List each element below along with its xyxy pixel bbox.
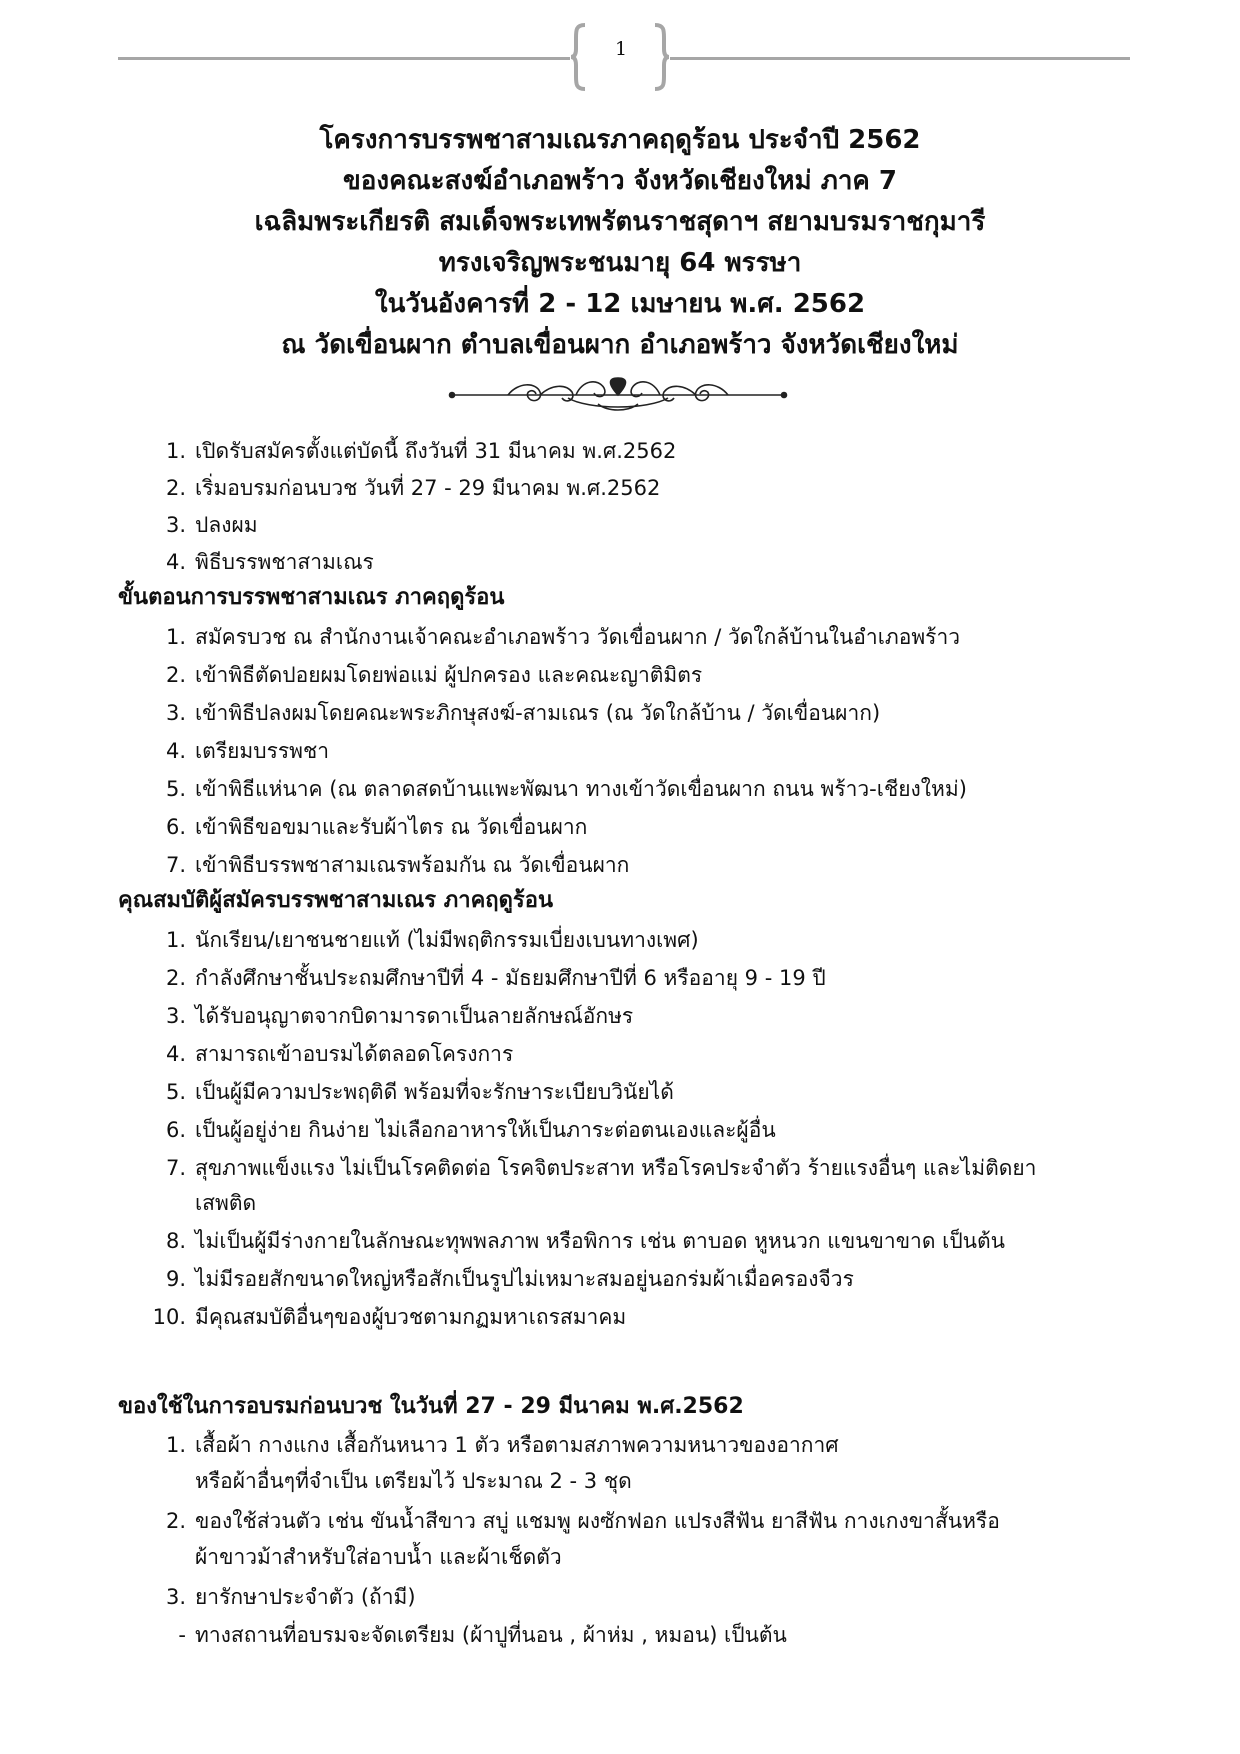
- item-text: พิธีบรรพชาสามเณร: [195, 550, 374, 574]
- item-text: เข้าพิธีปลงผมโดยคณะพระภิกษุสงฆ์-สามเณร (ณ วัดใกล้บ้าน / วัดเขื่อนผาก): [195, 701, 881, 725]
- item-text: ของใช้ส่วนตัว เช่น ขันน้ำสีขาว สบู่ แชมพู ผงซักฟอก แปรงสีฟัน ยาสีฟัน กางเกงขาสั้นหรือ: [195, 1509, 1000, 1533]
- page-number: 1: [614, 38, 628, 60]
- item-number: 9.: [165, 1267, 186, 1291]
- item-number: 3.: [165, 513, 186, 537]
- title-line: ทรงเจริญพระชนมายุ 64 พรรษา: [438, 248, 802, 278]
- item-text: เป็นผู้มีความประพฤติดี พร้อมที่จะรักษาระเบียบวินัยได้: [195, 1080, 674, 1104]
- item-text: ไม่มีรอยสักขนาดใหญ่หรือสักเป็นรูปไม่เหมาะสมอยู่นอกร่มผ้าเมื่อครองจีวร: [195, 1267, 854, 1291]
- item-text: เปิดรับสมัครตั้งแต่บัดนี้ ถึงวันที่ 31 มีนาคม พ.ศ.2562: [195, 439, 677, 463]
- item-text: ผ้าขาวม้าสำหรับใส่อาบน้ำ และผ้าเช็ดตัว: [195, 1545, 562, 1569]
- item-text: เข้าพิธีตัดปอยผมโดยพ่อแม่ ผู้ปกครอง และคณะญาติมิตร: [195, 663, 703, 687]
- header-rule-right: [670, 57, 1130, 60]
- item-text: เสพติด: [195, 1191, 257, 1215]
- item-text: เป็นผู้อยู่ง่าย กินง่าย ไม่เลือกอาหารให้เป็นภาระต่อตนเองและผู้อื่น: [195, 1118, 776, 1142]
- item-text: นักเรียน/เยาชนชายแท้ (ไม่มีพฤติกรรมเบี่ยงเบนทางเพศ): [195, 928, 699, 952]
- item-text: สามารถเข้าอบรมได้ตลอดโครงการ: [195, 1042, 514, 1066]
- item-number: 2.: [165, 1509, 186, 1533]
- item-text: เริ่มอบรมก่อนบวช วันที่ 27 - 29 มีนาคม พ.ศ.2562: [195, 476, 661, 500]
- title-line: เฉลิมพระเกียรติ สมเด็จพระเทพรัตนราชสุดาฯ สยามบรมราชกุมารี: [254, 207, 986, 237]
- ornament-divider-icon: [448, 374, 788, 416]
- item-number: 4.: [165, 550, 186, 574]
- item-number: 4.: [165, 739, 186, 763]
- item-text: มีคุณสมบัติอื่นๆของผู้บวชตามกฏมหาเถรสมาคม: [195, 1305, 627, 1329]
- title-line: ในวันอังคารที่ 2 - 12 เมษายน พ.ศ. 2562: [374, 289, 866, 319]
- item-number: 6.: [165, 815, 186, 839]
- item-number: 5.: [165, 777, 186, 801]
- item-text: หรือผ้าอื่นๆที่จำเป็น เตรียมไว้ ประมาณ 2 - 3 ชุด: [195, 1469, 632, 1493]
- header-rule-left: [118, 57, 570, 60]
- item-text: ยารักษาประจำตัว (ถ้ามี): [195, 1585, 416, 1609]
- item-text: เสื้อผ้า กางแกง เสื้อกันหนาว 1 ตัว หรือตามสภาพความหนาวของอากาศ: [195, 1433, 839, 1457]
- item-number: 2.: [165, 476, 186, 500]
- item-number: 6.: [165, 1118, 186, 1142]
- item-text: ทางสถานที่อบรมจะจัดเตรียม (ผ้าปูที่นอน , ผ้าห่ม , หมอน) เป็นต้น: [195, 1623, 787, 1647]
- item-text: สุขภาพแข็งแรง ไม่เป็นโรคติดต่อ โรคจิตประสาท หรือโรคประจำตัว ร้ายแรงอื่นๆ และไม่ติดยา: [195, 1156, 1037, 1180]
- right-brace-icon: [652, 22, 670, 92]
- item-text: กำลังศึกษาชั้นประถมศึกษาปีที่ 4 - มัธยมศึกษาปีที่ 6 หรืออายุ 9 - 19 ปี: [195, 966, 826, 990]
- section-heading-qualifications: คุณสมบัติผู้สมัครบรรพชาสามเณร ภาคฤดูร้อน: [118, 888, 553, 913]
- title-line: โครงการบรรพชาสามเณรภาคฤดูร้อน ประจำปี 2562: [319, 125, 921, 155]
- title-line: ณ วัดเขื่อนผาก ตำบลเขื่อนผาก อำเภอพร้าว จังหวัดเชียงใหม่: [281, 330, 959, 360]
- section-heading-items: ของใช้ในการอบรมก่อนบวช ในวันที่ 27 - 29 มีนาคม พ.ศ.2562: [118, 1394, 744, 1419]
- item-number: 3.: [165, 1004, 186, 1028]
- document-title: [0, 120, 1240, 366]
- item-text: เข้าพิธีแห่นาค (ณ ตลาดสดบ้านแพะพัฒนา ทางเข้าวัดเขื่อนผาก ถนน พร้าว-เชียงใหม่): [195, 777, 967, 801]
- item-number: 7.: [165, 1156, 186, 1180]
- item-text: สมัครบวช ณ สำนักงานเจ้าคณะอำเภอพร้าว วัดเขื่อนผาก / วัดใกล้บ้านในอำเภอพร้าว: [195, 625, 961, 649]
- item-text: เตรียมบรรพชา: [195, 739, 330, 763]
- left-brace-icon: [570, 22, 588, 92]
- item-number: 10.: [152, 1305, 186, 1329]
- item-number: 1.: [165, 439, 186, 463]
- item-text: ปลงผม: [195, 513, 258, 537]
- section-heading-steps: ขั้นตอนการบรรพชาสามเณร ภาคฤดูร้อน: [118, 585, 505, 610]
- item-number: 3.: [165, 701, 186, 725]
- item-text: เข้าพิธีบรรพชาสามเณรพร้อมกัน ณ วัดเขื่อนผาก: [195, 853, 630, 877]
- item-number: 7.: [165, 853, 186, 877]
- title-line: ของคณะสงฆ์อำเภอพร้าว จังหวัดเชียงใหม่ ภาค 7: [343, 166, 897, 196]
- item-number: 8.: [165, 1229, 186, 1253]
- item-number: 1.: [165, 625, 186, 649]
- item-number: 2.: [165, 966, 186, 990]
- item-number: 5.: [165, 1080, 186, 1104]
- item-text: เข้าพิธีขอขมาและรับผ้าไตร ณ วัดเขื่อนผาก: [195, 815, 588, 839]
- item-bullet: -: [178, 1623, 186, 1647]
- item-number: 1.: [165, 928, 186, 952]
- item-text: ไม่เป็นผู้มีร่างกายในลักษณะทุพพลภาพ หรือพิการ เช่น ตาบอด หูหนวก แขนขาขาด เป็นต้น: [195, 1229, 1006, 1253]
- item-number: 3.: [165, 1585, 186, 1609]
- item-text: ได้รับอนุญาตจากบิดามารดาเป็นลายลักษณ์อักษร: [195, 1004, 634, 1028]
- item-number: 4.: [165, 1042, 186, 1066]
- item-number: 1.: [165, 1433, 186, 1457]
- item-number: 2.: [165, 663, 186, 687]
